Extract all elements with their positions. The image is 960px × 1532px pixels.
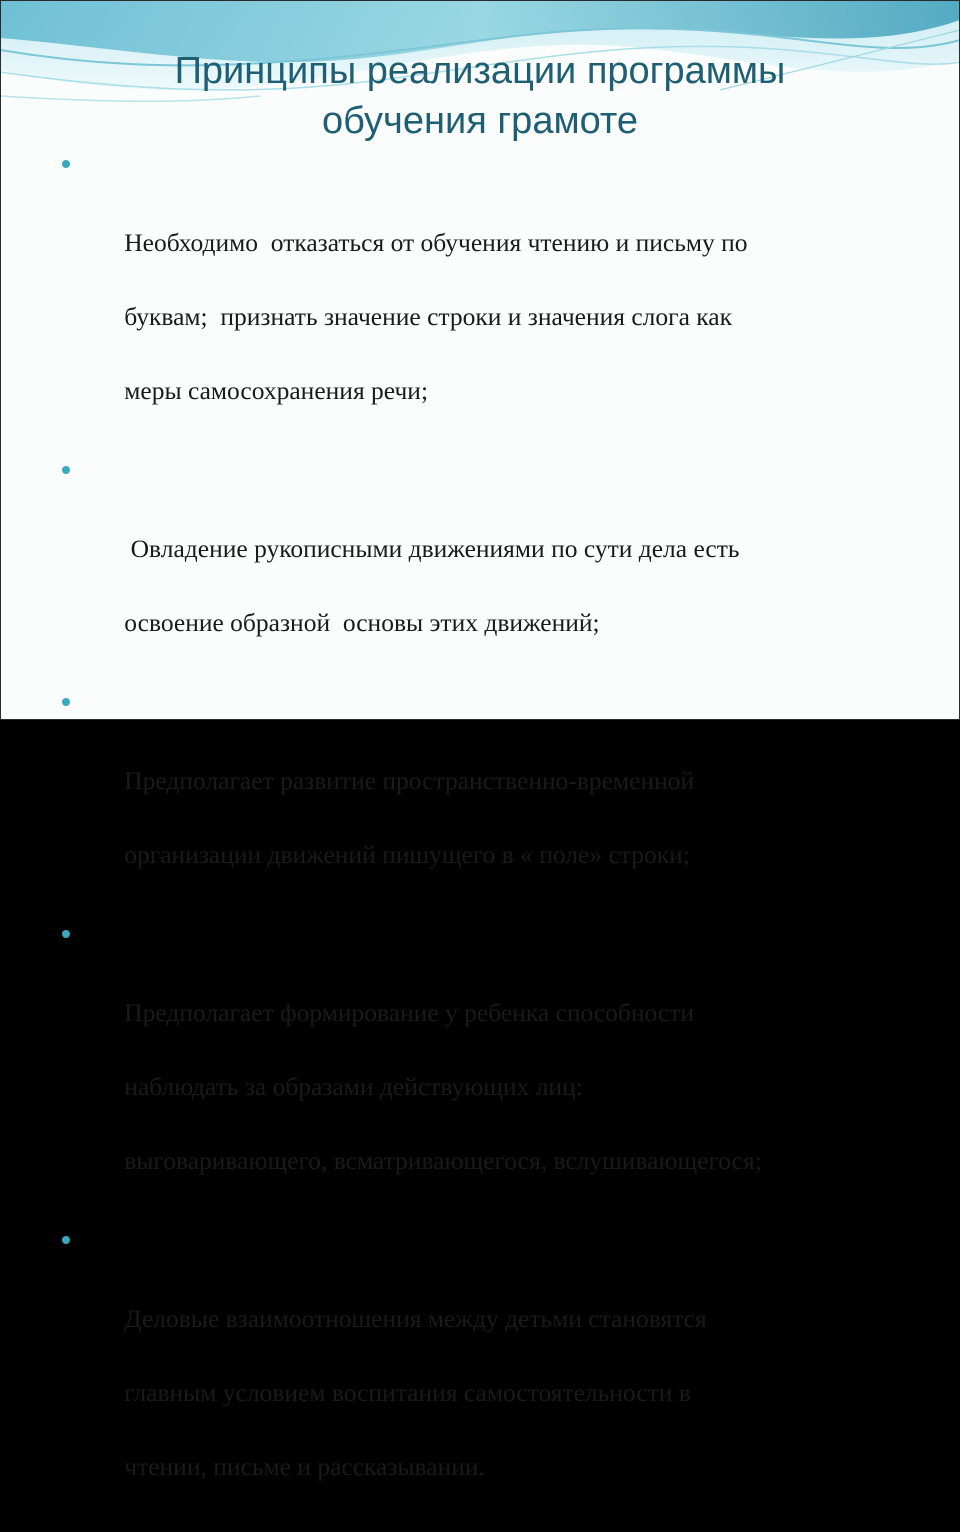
bullet-4-line-2: наблюдать за образами действующих лиц: (124, 1072, 583, 1101)
bullet-item-1 (58, 150, 918, 446)
bullet-item-5 (58, 1226, 918, 1522)
bullet-1-line-1: Необходимо отказаться от обучения чтению и письму по (124, 228, 748, 257)
bullet-4-line-1: Предполагает формирование у ребенка способности (124, 998, 695, 1027)
title-line-1: Принципы реализации программы (174, 50, 786, 92)
bullet-2-line-2: освоение образной основы этих движений; (124, 608, 600, 637)
bullet-5-line-1: Деловые взаимоотношения между детьми становятся (124, 1304, 707, 1333)
bullet-1-line-2: буквам; признать значение строки и значения слога как (124, 302, 733, 331)
bullet-1-line-3: меры самосохранения речи; (124, 376, 429, 405)
bullet-item-4 (58, 920, 918, 1216)
bullet-3-line-1: Предполагает развитие пространственно-временной (124, 766, 695, 795)
bullet-5-line-3: чтении, письме и рассказывании. (124, 1452, 485, 1481)
bullet-3-line-2: организации движений пишущего в « поле» строки; (124, 840, 690, 869)
bullet-4-line-3: выговаривающего, всматривающегося, вслушивающегося; (124, 1146, 762, 1175)
bullet-item-3 (58, 688, 918, 910)
bullet-list (58, 150, 918, 1532)
slide-title (60, 46, 900, 146)
bullet-2-line-1: Овладение рукописными движениями по сути дела есть (124, 534, 740, 563)
title-line-2: обучения грамоте (321, 100, 638, 142)
bullet-5-line-2: главным условием воспитания самостоятельности в (124, 1378, 691, 1407)
bullet-item-2 (58, 456, 918, 678)
